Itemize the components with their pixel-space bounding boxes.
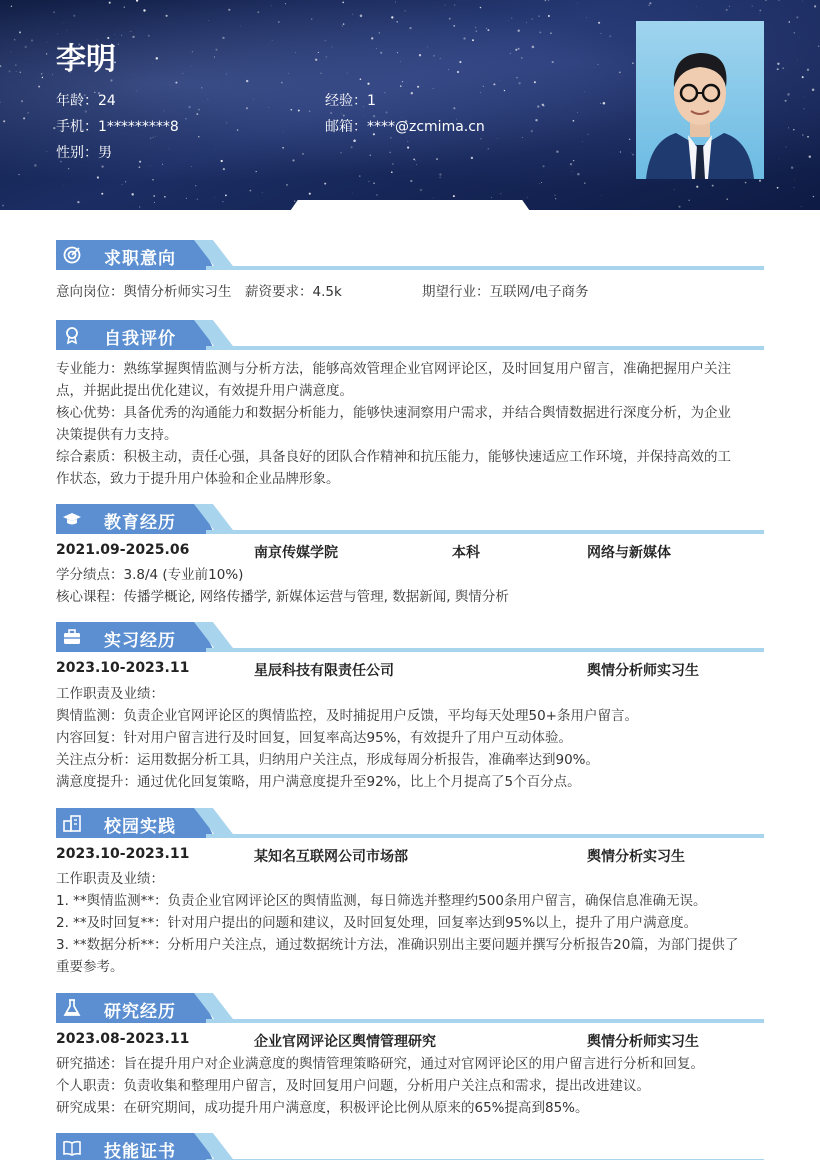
intent-salary: 薪资要求：4.5k xyxy=(245,284,342,300)
intent-industry: 期望行业：互联网/电子商务 xyxy=(422,284,589,300)
self-line: 核心优势：具备优秀的沟通能力和数据分析能力，能够快速洞察用户需求，并结合舆情数据进行深度分析，为企业 xyxy=(56,405,731,421)
internship-row xyxy=(56,660,764,682)
section-title: 研究经历 xyxy=(104,1002,176,1022)
campus-date: 2023.10-2023.11 xyxy=(56,846,190,862)
section-header-internship xyxy=(56,622,764,656)
section-header-education xyxy=(56,504,764,538)
education-major: 网络与新媒体 xyxy=(587,545,671,561)
section-header-skills xyxy=(56,1133,764,1160)
gender: 性别：男 xyxy=(56,145,112,161)
campus-role: 舆情分析实习生 xyxy=(587,849,685,865)
research-line: 研究描述：旨在提升用户对企业满意度的舆情管理策略研究，通过对官网评论区的用户留言进行分析和回复。 xyxy=(56,1056,704,1072)
education-line: 核心课程：传播学概论, 网络传播学, 新媒体运营与管理, 数据新闻, 舆情分析 xyxy=(56,589,509,605)
section-header-self xyxy=(56,320,764,354)
intent-position: 意向岗位：舆情分析师实习生 xyxy=(56,284,232,300)
self-line: 点，并据此提出优化建议，有效提升用户满意度。 xyxy=(56,383,353,399)
internship-line: 内容回复：针对用户留言进行及时回复，回复率高达95%，有效提升了用户互动体验。 xyxy=(56,730,573,746)
section-header-intent xyxy=(56,240,764,274)
graduation-cap-icon xyxy=(62,509,82,529)
internship-role: 舆情分析师实习生 xyxy=(587,663,699,679)
section-title: 求职意向 xyxy=(104,249,176,269)
research-project: 企业官网评论区舆情管理研究 xyxy=(254,1034,436,1050)
header-notch xyxy=(288,200,532,214)
campus-row xyxy=(56,846,764,868)
email: 邮箱：****@zcmima.cn xyxy=(325,119,485,135)
age: 年龄：24 xyxy=(56,93,116,109)
education-line: 学分绩点：3.8/4 (专业前10%) xyxy=(56,567,244,583)
section-header-research xyxy=(56,993,764,1027)
research-line: 个人职责：负责收集和整理用户留言，及时回复用户问题，分析用户关注点和需求，提出改进建议。 xyxy=(56,1078,650,1094)
section-title: 教育经历 xyxy=(104,513,176,533)
campus-line: 2. **及时回复**：针对用户提出的问题和建议，及时回复处理，回复率达到95%以上，提升了用户满意度。 xyxy=(56,915,698,931)
self-line: 作状态，致力于提升用户体验和企业品牌形象。 xyxy=(56,471,340,487)
internship-line: 关注点分析：运用数据分析工具，归纳用户关注点，形成每周分析报告，准确率达到90%。 xyxy=(56,752,600,768)
education-row xyxy=(56,542,764,564)
resume-header xyxy=(0,0,820,210)
section-title: 自我评价 xyxy=(104,329,176,349)
experience: 经验：1 xyxy=(325,93,376,109)
self-line: 综合素质：积极主动，责任心强，具备良好的团队合作精神和抗压能力，能够快速适应工作环境，并保持高效的工 xyxy=(56,449,731,465)
profile-photo xyxy=(636,21,764,179)
campus-line: 重要参考。 xyxy=(56,959,124,975)
internship-line: 舆情监测：负责企业官网评论区的舆情监控，及时捕捉用户反馈，平均每天处理50+条用户留言。 xyxy=(56,708,638,724)
section-title: 实习经历 xyxy=(104,631,176,651)
campus-org: 某知名互联网公司市场部 xyxy=(254,849,408,865)
section-title: 技能证书 xyxy=(104,1142,176,1160)
internship-line: 工作职责及业绩： xyxy=(56,686,164,702)
campus-line: 工作职责及业绩： xyxy=(56,871,164,887)
research-date: 2023.08-2023.11 xyxy=(56,1031,190,1047)
internship-company: 星辰科技有限责任公司 xyxy=(254,663,394,679)
education-date: 2021.09-2025.06 xyxy=(56,542,190,558)
campus-line: 3. **数据分析**：分析用户关注点，通过数据统计方法，准确识别出主要问题并撰写分析报告20篇，为部门提供了 xyxy=(56,937,739,953)
self-line: 决策提供有力支持。 xyxy=(56,427,178,443)
internship-date: 2023.10-2023.11 xyxy=(56,660,190,676)
buildings-icon xyxy=(62,813,82,833)
self-line: 专业能力：熟练掌握舆情监测与分析方法，能够高效管理企业官网评论区，及时回复用户留言，准确把握用户关注 xyxy=(56,361,731,377)
flask-icon xyxy=(62,998,82,1018)
research-row xyxy=(56,1031,764,1053)
research-line: 研究成果：在研究期间，成功提升用户满意度，积极评论比例从原来的65%提高到85%。 xyxy=(56,1100,589,1116)
book-icon xyxy=(62,1138,82,1158)
briefcase-icon xyxy=(62,627,82,647)
target-icon xyxy=(62,245,82,265)
candidate-name: 李明 xyxy=(56,42,116,77)
phone: 手机：1*********8 xyxy=(56,119,179,135)
section-title: 校园实践 xyxy=(104,817,176,837)
education-degree: 本科 xyxy=(452,545,480,561)
internship-line: 满意度提升：通过优化回复策略，用户满意度提升至92%，比上个月提高了5个百分点。 xyxy=(56,774,581,790)
education-school: 南京传媒学院 xyxy=(254,545,338,561)
badge-icon xyxy=(62,325,82,345)
research-role: 舆情分析师实习生 xyxy=(587,1034,699,1050)
campus-line: 1. **舆情监测**：负责企业官网评论区的舆情监测，每日筛选并整理约500条用户留言，确保信息准确无误。 xyxy=(56,893,707,909)
section-header-campus xyxy=(56,808,764,842)
